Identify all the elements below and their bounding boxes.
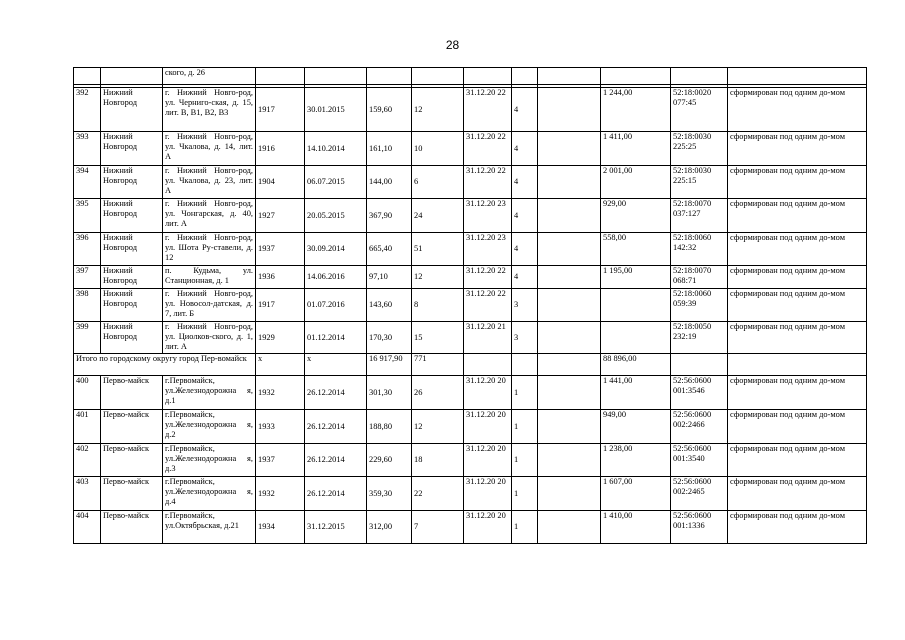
cell-residents: 10 [412, 132, 464, 166]
total-area: 16 917,90 [367, 354, 412, 376]
cell-date: 01.07.2016 [305, 289, 367, 322]
cell-year-built: 1937 [256, 233, 305, 266]
cell-empty [538, 166, 601, 199]
cell-year-built: 1917 [256, 88, 305, 132]
cell-address: г. Нижний Новго-род, ул. Шота Ру-ставели, д. 12 [163, 233, 256, 266]
cell-residents: 18 [412, 444, 464, 477]
cell-cadastral-number: 52:18:0060 059:39 [671, 289, 728, 322]
total-year: х [256, 354, 305, 376]
table-row [74, 289, 867, 322]
cell-row-number: 403 [74, 477, 101, 511]
cell-residents: 12 [412, 88, 464, 132]
cell-stage: 1 [512, 376, 538, 410]
cell-address: г.Первомайск, ул.Железнодорожна я, д.4 [163, 477, 256, 511]
table-row [74, 166, 867, 199]
cell-year-built: 1927 [256, 199, 305, 233]
cell-residents: 6 [412, 166, 464, 199]
cell-stage: 3 [512, 289, 538, 322]
cell-municipality: Нижний Новгород [101, 88, 163, 132]
cell-empty [538, 477, 601, 511]
cell-address: г. Нижний Новго-род, ул. Чкалова, д. 23, лит. А [163, 166, 256, 199]
cell-empty [538, 266, 601, 289]
cell-stage: 3 [512, 322, 538, 354]
cell-year-built: 1936 [256, 266, 305, 289]
cell-row-number: 401 [74, 410, 101, 444]
cell-address: г.Первомайск, ул.Железнодорожна я, д.3 [163, 444, 256, 477]
cell-year-built: 1934 [256, 511, 305, 544]
cell-land-area: 1 410,00 [601, 511, 671, 544]
cell-year-built: 1932 [256, 376, 305, 410]
cell-note: сформирован под одним до-мом [728, 266, 867, 289]
cell-residents: 12 [412, 266, 464, 289]
cell-stage: 4 [512, 266, 538, 289]
cell-address: г. Нижний Новго-род, ул. Черниго-ская, д. 15, лит. В, В1, В2, В3 [163, 88, 256, 132]
table-row [74, 444, 867, 477]
cell-date: 14.10.2014 [305, 132, 367, 166]
cell-land-area: 1 441,00 [601, 376, 671, 410]
cell-stage: 1 [512, 477, 538, 511]
cell-row-number: 404 [74, 511, 101, 544]
cell-empty [538, 511, 601, 544]
table-row [74, 376, 867, 410]
housing-register-table [73, 67, 867, 544]
cell-municipality: Нижний Новгород [101, 166, 163, 199]
cell-empty [538, 132, 601, 166]
cell-note: сформирован под одним до-мом [728, 132, 867, 166]
cell-row-number: 393 [74, 132, 101, 166]
cell-year-built: 1932 [256, 477, 305, 511]
cell-empty [538, 444, 601, 477]
cell-deadline: 31.12.20 22 [464, 289, 512, 322]
total-date: х [305, 354, 367, 376]
cell-cadastral-number: 52:56:0600 002:2466 [671, 410, 728, 444]
cell-address: г. Нижний Новго-род, ул. Новосол-датская, д. 7, лит. Б [163, 289, 256, 322]
total-land-area: 88 896,00 [601, 354, 671, 376]
cell-stage: 4 [512, 132, 538, 166]
cell-address: г. Нижний Новго-род, ул. Чонгарская, д. 40, лит. А [163, 199, 256, 233]
total-residents: 771 [412, 354, 464, 376]
cell-area [367, 68, 412, 85]
cell-row-number: 399 [74, 322, 101, 354]
cell-note: сформирован под одним до-мом [728, 444, 867, 477]
table-row [74, 322, 867, 354]
cell-municipality: Нижний Новгород [101, 322, 163, 354]
cell-stage: 4 [512, 166, 538, 199]
cell-land-area [601, 322, 671, 354]
cell-empty [538, 68, 601, 85]
cell-cadastral-number: 52:18:0020 077:45 [671, 88, 728, 132]
cell-land-area: 929,00 [601, 199, 671, 233]
cell-cadastral-number: 52:18:0060 142:32 [671, 233, 728, 266]
table-row [74, 132, 867, 166]
cell-cadastral-number [671, 68, 728, 85]
cell-municipality: Перво-майск [101, 376, 163, 410]
cell-deadline: 31.12.20 20 [464, 511, 512, 544]
cell-municipality: Нижний Новгород [101, 266, 163, 289]
cell-deadline: 31.12.20 22 [464, 88, 512, 132]
cell-date: 26.12.2014 [305, 444, 367, 477]
cell-row-number: 396 [74, 233, 101, 266]
cell-cadastral-number: 52:18:0050 232:19 [671, 322, 728, 354]
cell-cadastral-number: 52:56:0600 002:2465 [671, 477, 728, 511]
cell-note: сформирован под одним до-мом [728, 88, 867, 132]
cell-deadline: 31.12.20 22 [464, 132, 512, 166]
cell-date: 30.01.2015 [305, 88, 367, 132]
cell-area: 161,10 [367, 132, 412, 166]
cell-land-area: 2 001,00 [601, 166, 671, 199]
table-row [74, 68, 867, 85]
cell-area: 188,80 [367, 410, 412, 444]
cell-residents: 26 [412, 376, 464, 410]
cell-land-area: 1 238,00 [601, 444, 671, 477]
cell-year-built: 1917 [256, 289, 305, 322]
cell-address: г.Первомайск, ул.Железнодорожна я, д.2 [163, 410, 256, 444]
cell-note: сформирован под одним до-мом [728, 376, 867, 410]
cell-stage: 1 [512, 444, 538, 477]
table-row [74, 511, 867, 544]
cell-deadline [464, 68, 512, 85]
cell-municipality: Перво-майск [101, 477, 163, 511]
cell-date: 31.12.2015 [305, 511, 367, 544]
cell-land-area: 1 244,00 [601, 88, 671, 132]
cell-note: сформирован под одним до-мом [728, 233, 867, 266]
cell-year-built [256, 68, 305, 85]
cell-municipality: Перво-майск [101, 410, 163, 444]
cell-residents: 24 [412, 199, 464, 233]
cell-municipality: Перво-майск [101, 511, 163, 544]
cell-residents: 7 [412, 511, 464, 544]
cell-deadline: 31.12.20 22 [464, 266, 512, 289]
cell-area: 367,90 [367, 199, 412, 233]
cell-empty [538, 376, 601, 410]
cell-stage: 4 [512, 199, 538, 233]
cell-note: сформирован под одним до-мом [728, 289, 867, 322]
page-number: 28 [445, 38, 460, 52]
cell-cadastral-number: 52:18:0030 225:25 [671, 132, 728, 166]
cell-address: г. Нижний Новго-род, ул. Циолков-ского, д. 1, лит. А [163, 322, 256, 354]
cell-row-number: 402 [74, 444, 101, 477]
cell-year-built: 1937 [256, 444, 305, 477]
cell-land-area: 1 607,00 [601, 477, 671, 511]
cell-municipality: Нижний Новгород [101, 199, 163, 233]
cell-residents [412, 68, 464, 85]
cell-deadline: 31.12.20 20 [464, 444, 512, 477]
cell-date: 26.12.2014 [305, 410, 367, 444]
cell-date: 01.12.2014 [305, 322, 367, 354]
cell-note: сформирован под одним до-мом [728, 199, 867, 233]
cell-residents: 22 [412, 477, 464, 511]
cell-land-area: 1 411,00 [601, 132, 671, 166]
cell-deadline: 31.12.20 23 [464, 199, 512, 233]
cell-date: 20.05.2015 [305, 199, 367, 233]
cell-address: г.Первомайск, ул.Железнодорожна я, д.1 [163, 376, 256, 410]
table-row [74, 233, 867, 266]
cell-row-number: 395 [74, 199, 101, 233]
cell-land-area: 949,00 [601, 410, 671, 444]
cell-row-number [74, 68, 101, 85]
cell-empty [671, 354, 728, 376]
cell-date: 30.09.2014 [305, 233, 367, 266]
cell-stage [512, 68, 538, 85]
cell-address: г. Нижний Новго-род, ул. Чкалова, д. 14, лит. А [163, 132, 256, 166]
cell-row-number: 392 [74, 88, 101, 132]
cell-note: сформирован под одним до-мом [728, 410, 867, 444]
cell-date: 14.06.2016 [305, 266, 367, 289]
cell-note [728, 68, 867, 85]
cell-year-built: 1929 [256, 322, 305, 354]
cell-address: г.Первомайск, ул.Октябрьская, д.21 [163, 511, 256, 544]
cell-empty [538, 199, 601, 233]
cell-deadline: 31.12.20 21 [464, 322, 512, 354]
cell-row-number: 394 [74, 166, 101, 199]
cell-cadastral-number: 52:56:0600 001:3540 [671, 444, 728, 477]
cell-area: 97,10 [367, 266, 412, 289]
cell-empty [538, 410, 601, 444]
cell-note: сформирован под одним до-мом [728, 166, 867, 199]
cell-empty [728, 354, 867, 376]
cell-area: 312,00 [367, 511, 412, 544]
table-row [74, 266, 867, 289]
cell-empty [538, 88, 601, 132]
total-label: Итого по городскому округу город Пер-вомайск [74, 354, 256, 376]
cell-deadline: 31.12.20 20 [464, 477, 512, 511]
cell-address: п. Кудьма, ул. Станционная, д. 1 [163, 266, 256, 289]
cell-empty [464, 354, 512, 376]
cell-date: 06.07.2015 [305, 166, 367, 199]
cell-area: 144,00 [367, 166, 412, 199]
cell-area: 665,40 [367, 233, 412, 266]
cell-residents: 12 [412, 410, 464, 444]
cell-year-built: 1933 [256, 410, 305, 444]
cell-row-number: 400 [74, 376, 101, 410]
cell-area: 170,30 [367, 322, 412, 354]
cell-municipality: Нижний Новгород [101, 289, 163, 322]
cell-empty [538, 233, 601, 266]
cell-cadastral-number: 52:18:0070 068:71 [671, 266, 728, 289]
cell-note: сформирован под одним до-мом [728, 477, 867, 511]
cell-date [305, 68, 367, 85]
table-row [74, 199, 867, 233]
cell-cadastral-number: 52:18:0070 037:127 [671, 199, 728, 233]
cell-empty [538, 289, 601, 322]
cell-area: 359,30 [367, 477, 412, 511]
cell-year-built: 1904 [256, 166, 305, 199]
cell-land-area: 1 195,00 [601, 266, 671, 289]
cell-cadastral-number: 52:56:0600 001:1336 [671, 511, 728, 544]
cell-land-area: 558,00 [601, 233, 671, 266]
cell-row-number: 398 [74, 289, 101, 322]
cell-municipality: Нижний Новгород [101, 233, 163, 266]
cell-date: 26.12.2014 [305, 376, 367, 410]
cell-deadline: 31.12.20 23 [464, 233, 512, 266]
cell-residents: 8 [412, 289, 464, 322]
cell-area: 229,60 [367, 444, 412, 477]
table-row [74, 88, 867, 132]
cell-residents: 15 [412, 322, 464, 354]
cell-empty [538, 354, 601, 376]
cell-land-area [601, 68, 671, 85]
cell-area: 143,60 [367, 289, 412, 322]
cell-year-built: 1916 [256, 132, 305, 166]
total-row [74, 354, 867, 376]
table-row [74, 410, 867, 444]
cell-note: сформирован под одним до-мом [728, 322, 867, 354]
cell-municipality [101, 68, 163, 85]
cell-empty [538, 322, 601, 354]
cell-land-area [601, 289, 671, 322]
cell-area: 301,30 [367, 376, 412, 410]
cell-cadastral-number: 52:56:0600 001:3546 [671, 376, 728, 410]
cell-deadline: 31.12.20 22 [464, 166, 512, 199]
cell-stage: 4 [512, 233, 538, 266]
cell-municipality: Нижний Новгород [101, 132, 163, 166]
cell-municipality: Перво-майск [101, 444, 163, 477]
cell-address: ского, д. 26 [163, 68, 256, 85]
cell-deadline: 31.12.20 20 [464, 376, 512, 410]
cell-date: 26.12.2014 [305, 477, 367, 511]
cell-area: 159,60 [367, 88, 412, 132]
cell-cadastral-number: 52:18:0030 225:15 [671, 166, 728, 199]
cell-note: сформирован под одним до-мом [728, 511, 867, 544]
cell-empty [512, 354, 538, 376]
table-row [74, 477, 867, 511]
cell-residents: 51 [412, 233, 464, 266]
cell-stage: 1 [512, 511, 538, 544]
cell-stage: 1 [512, 410, 538, 444]
cell-row-number: 397 [74, 266, 101, 289]
cell-deadline: 31.12.20 20 [464, 410, 512, 444]
cell-stage: 4 [512, 88, 538, 132]
